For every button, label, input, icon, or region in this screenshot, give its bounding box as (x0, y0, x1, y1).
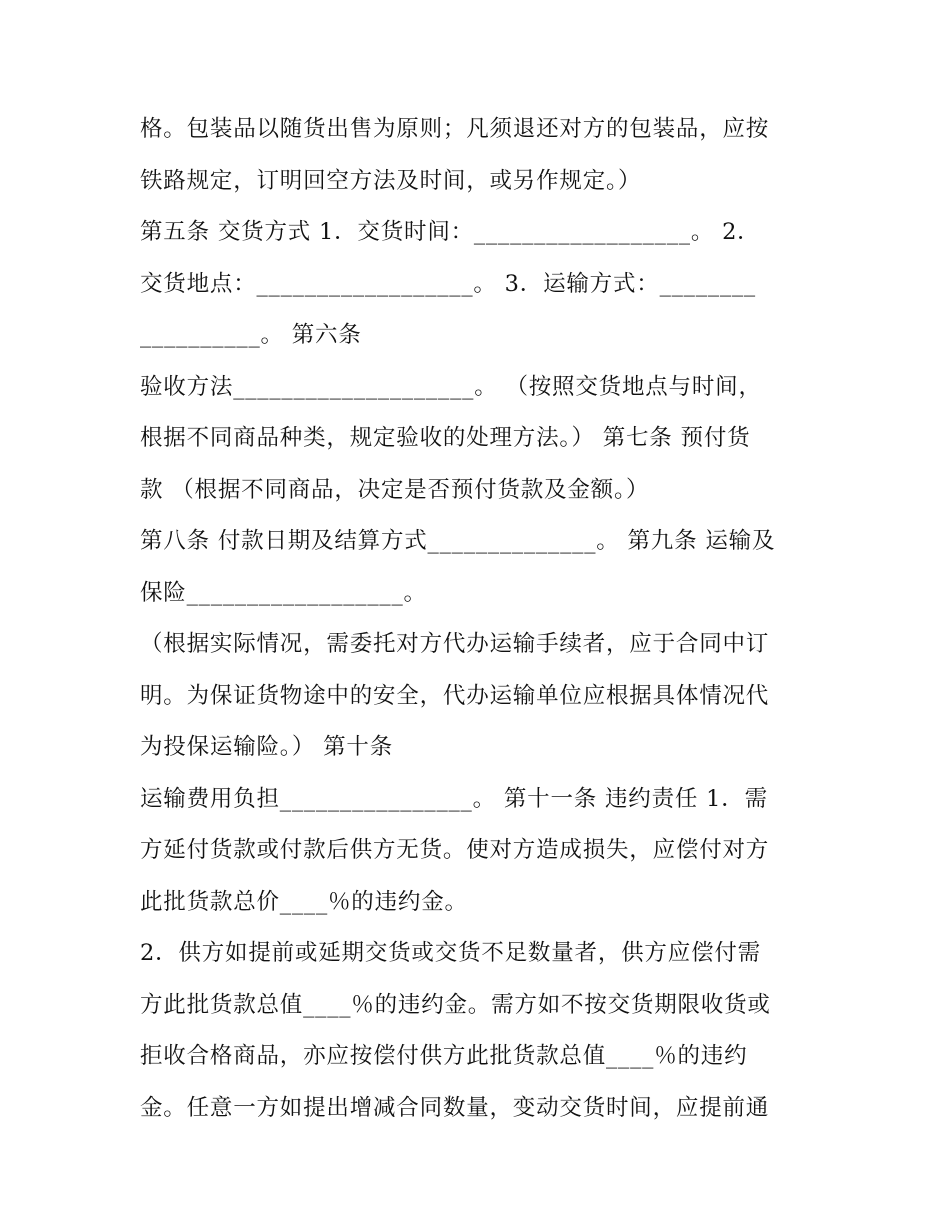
text-line: 铁路规定，订明回空方法及时间，或另作规定。） (140, 167, 642, 194)
text-line: 验收方法____________________。 （按照交货地点与时间， (140, 373, 762, 400)
text-line: 此批货款总价____％的违约金。 (140, 888, 468, 915)
text-line: 第五条 交货方式 1．交货时间：__________________。 2． (140, 219, 761, 245)
text-line: 格。包装品以随货出售为原则；凡须退还对方的包装品，应按 (140, 116, 770, 142)
text-line: 金。任意一方如提出增减合同数量，变动交货时间，应提前通 (140, 1094, 770, 1121)
text-line: 明。为保证货物途中的安全，代办运输单位应根据具体情况代 (140, 682, 770, 709)
text-line: （根据实际情况，需委托对方代办运输手续者，应于合同中订 (140, 631, 770, 657)
text-line: 第八条 付款日期及结算方式______________。 第九条 运输及 (140, 528, 776, 554)
text-line: __________。 第六条 (140, 322, 362, 348)
text-line: 交货地点：__________________。 3．运输方式：________ (140, 270, 756, 297)
text-line: 根据不同商品种类，规定验收的处理方法。） 第七条 预付货 (140, 425, 751, 451)
text-line: 款 （根据不同商品，决定是否预付货款及金额。） (140, 476, 650, 503)
text-line: 为投保运输险。） 第十条 (140, 734, 394, 760)
text-line: 运输费用负担________________。 第十一条 违约责任 1．需 (140, 785, 768, 812)
text-line: 方此批货款总值____％的违约金。需方如不按交货期限收货或 (140, 991, 771, 1018)
text-line: 拒收合格商品，亦应按偿付供方此批货款总值____％的违约 (140, 1043, 748, 1069)
contract-body-text (140, 104, 820, 1134)
text-line: 2．供方如提前或延期交货或交货不足数量者，供方应偿付需 (140, 940, 761, 966)
text-line: 保险__________________。 (140, 579, 427, 606)
text-line: 方延付货款或付款后供方无货。使对方造成损失，应偿付对方 (140, 837, 770, 863)
